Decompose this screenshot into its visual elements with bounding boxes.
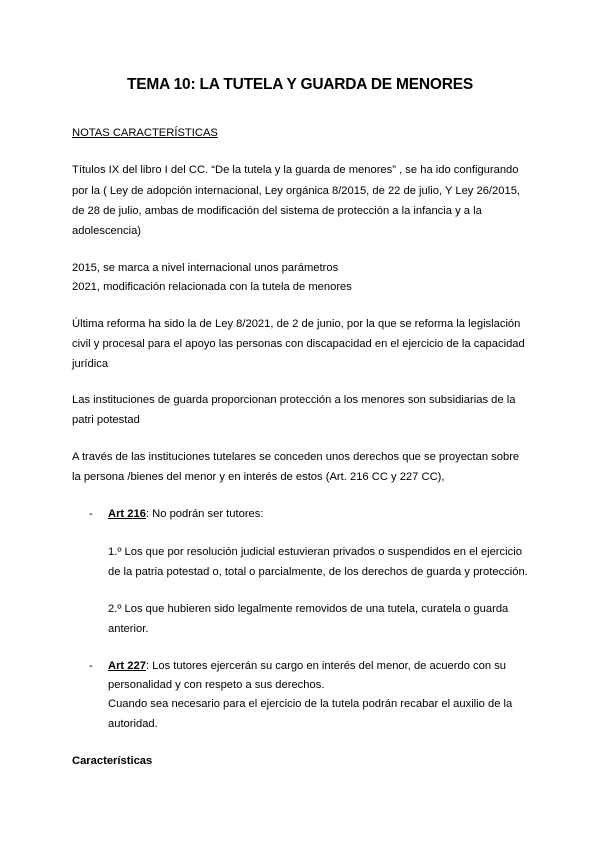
art216-label: Art 216 [108, 508, 146, 520]
para4-line: patri potestad [72, 414, 140, 426]
art216-item2-line: anterior. [108, 623, 149, 635]
para5-line: la persona /bienes del menor y en interés de estos (Art. 216 CC y 227 CC), [72, 471, 445, 483]
para3-line: civil y procesal para el apoyo las personas con discapacidad en el ejercicio de la capacidad [72, 338, 525, 350]
para1-line: adolescencia) [72, 225, 142, 237]
para3-line: jurídica [72, 358, 109, 370]
subheading: Características [72, 755, 153, 767]
art216-text: : No podrán ser tutores: [145, 508, 264, 520]
para2-line: 2015, se marca a nivel internacional unos parámetros [72, 262, 339, 274]
bullet-marker: - [89, 508, 93, 520]
art227-line: autoridad. [108, 718, 158, 730]
art227-text: : Los tutores ejercerán su cargo en interés del menor, de acuerdo con su [145, 660, 507, 672]
para1-line: de 28 de julio, ambas de modificación del sistema de protección a la infancia y a la [72, 205, 482, 217]
para5-line: A través de las instituciones tutelares se conceden unos derechos que se proyectan sobre [72, 451, 520, 463]
art227-line: Cuando sea necesario para el ejercicio de la tutela podrán recabar el auxilio de la [108, 698, 513, 710]
art227-item [108, 659, 506, 673]
art227-label: Art 227 [108, 660, 146, 672]
para1-line: por la ( Ley de adopción internacional, Ley orgánica 8/2015, de 22 de julio, Y Ley 26/2015, [72, 185, 521, 197]
bullet-marker: - [89, 660, 93, 672]
art216-item1-line: de la patria potestad o, total o parcialmente, de los derechos de guarda y protección. [108, 566, 528, 578]
art216-item1-line: 1.º Los que por resolución judicial estuvieran privados o suspendidos en el ejercicio [108, 546, 522, 558]
art216-item [108, 507, 263, 521]
para2-line: 2021, modificación relacionada con la tutela de menores [72, 281, 352, 293]
para4-line: Las instituciones de guarda proporcionan protección a los menores son subsidiarias de la [72, 394, 516, 406]
para3-line: Última reforma ha sido la de Ley 8/2021, de 2 de junio, por la que se reforma la legislación [72, 318, 521, 330]
section-heading: NOTAS CARACTERÍSTICAS [72, 127, 218, 139]
art227-line: personalidad y con respeto a sus derechos. [108, 679, 325, 691]
art216-item2-line: 2.º Los que hubieren sido legalmente removidos de una tutela, curatela o guarda [108, 603, 509, 615]
para1-line: Títulos IX del libro I del CC. “De la tutela y la guarda de menores” , se ha ido configurando [72, 164, 519, 176]
page-title: TEMA 10: LA TUTELA Y GUARDA DE MENORES [126, 76, 474, 93]
